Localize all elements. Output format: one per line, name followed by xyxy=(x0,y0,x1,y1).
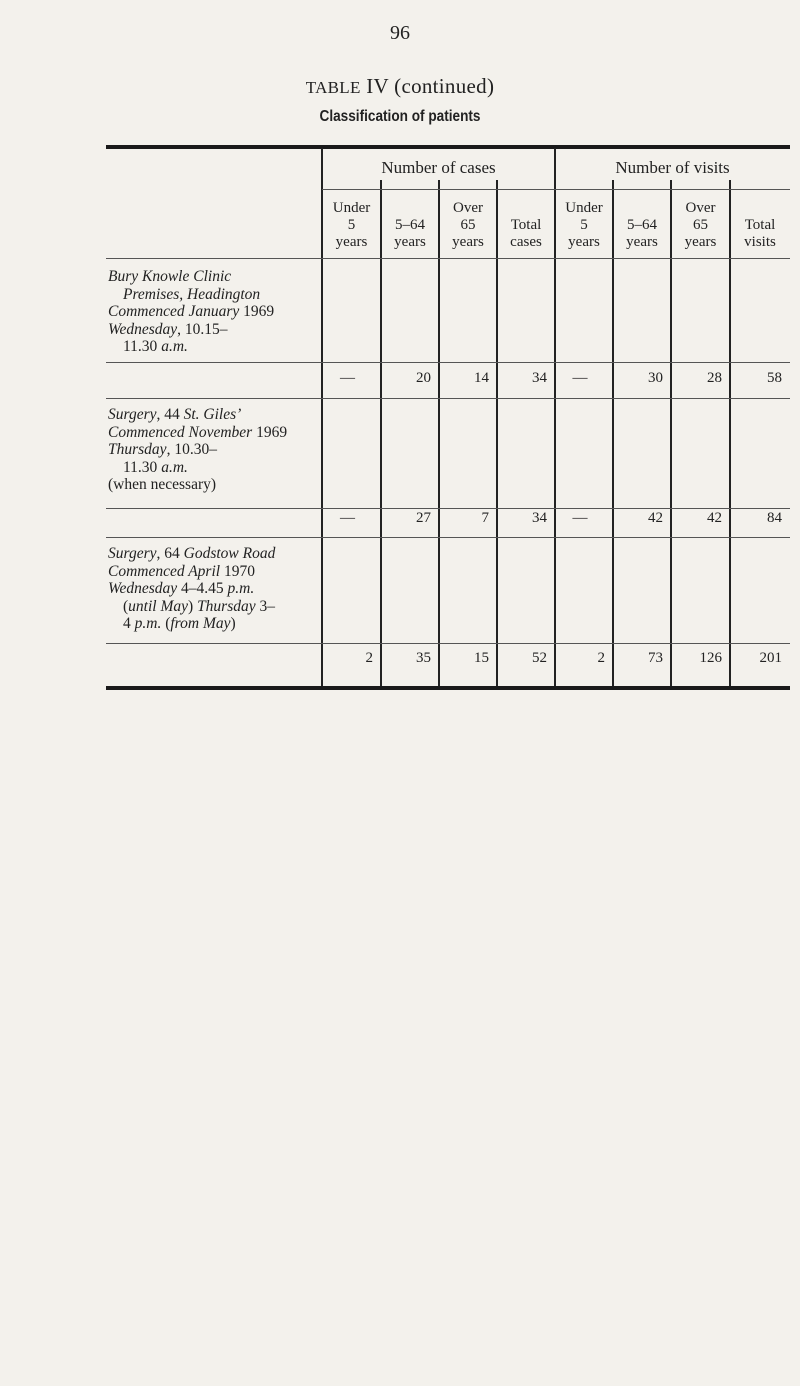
column-header-line: years xyxy=(335,234,368,250)
column-header-line: Over xyxy=(453,200,483,216)
label-segment: a.m. xyxy=(161,338,188,355)
column-header-line: 65 xyxy=(693,217,708,233)
label-segment: a.m. xyxy=(161,458,188,476)
column-divider xyxy=(729,180,731,686)
label-segment: Bury Knowle Clinic xyxy=(108,268,232,285)
label-segment: ( xyxy=(123,597,129,615)
row-label-line xyxy=(108,321,328,339)
cell-value: 42 xyxy=(648,510,663,526)
label-segment: 1970 xyxy=(220,562,255,580)
column-header-line: years xyxy=(394,234,426,250)
label-segment: Wednesday xyxy=(108,320,178,338)
table-title-rest: IV (continued) xyxy=(360,74,495,98)
header-rule xyxy=(322,189,790,190)
label-segment: Surgery xyxy=(108,406,157,423)
cell-value: — xyxy=(340,370,355,386)
column-header-line xyxy=(497,200,555,217)
cell-value: — xyxy=(340,510,355,526)
column-header-line xyxy=(613,200,671,217)
row-label-line xyxy=(108,476,328,494)
cell-value: — xyxy=(572,510,588,526)
cell-value: 58 xyxy=(767,370,782,386)
column-header-line: years xyxy=(626,234,658,250)
column-header-line: Over xyxy=(685,200,716,216)
column-header-line: years xyxy=(452,234,484,250)
label-segment: p.m. xyxy=(134,615,162,632)
group-header: Number of cases xyxy=(381,158,496,177)
cell-value: 7 xyxy=(481,510,489,526)
label-segment: Godstow Road xyxy=(183,545,276,562)
label-segment: (when necessary) xyxy=(108,476,217,493)
cell-value: 30 xyxy=(648,370,663,386)
column-header-line: years xyxy=(568,234,600,250)
row-label-line xyxy=(108,580,328,598)
label-segment: ) xyxy=(188,597,198,615)
row-label-line xyxy=(108,268,328,286)
column-header xyxy=(497,200,555,251)
cell-value: 27 xyxy=(416,510,431,526)
label-segment: from May xyxy=(170,615,231,632)
row-label-line xyxy=(108,615,328,633)
row-label-line xyxy=(108,303,328,321)
row-rule xyxy=(106,537,790,538)
column-header xyxy=(322,200,381,251)
label-segment: , 44 xyxy=(156,406,184,423)
column-header xyxy=(439,200,497,251)
row-label-line xyxy=(108,459,328,477)
cell-value: 73 xyxy=(648,650,663,666)
column-header xyxy=(730,200,790,251)
column-header-line: visits xyxy=(744,234,776,250)
cell-value: 28 xyxy=(707,370,722,386)
label-segment: Commenced January xyxy=(108,303,240,320)
table-subtitle: Classification of patients xyxy=(319,108,481,125)
column-divider xyxy=(612,180,614,686)
row-label-line xyxy=(108,563,328,581)
column-header-line: Under xyxy=(565,200,603,216)
column-header-line: Total xyxy=(510,217,542,233)
row-label-line xyxy=(108,598,328,616)
label-segment: Surgery xyxy=(108,545,157,562)
column-header xyxy=(671,200,730,251)
label-segment: , 64 xyxy=(156,545,184,562)
label-segment: Commenced April xyxy=(108,562,221,580)
row-label-line xyxy=(108,424,328,442)
cell-value: 201 xyxy=(759,650,782,666)
label-segment: , 10.30– xyxy=(166,441,217,458)
label-segment: 4–4.45 xyxy=(177,580,228,597)
column-header-line: Total xyxy=(744,217,776,233)
row-label xyxy=(108,268,328,356)
row-label-line xyxy=(108,338,328,356)
row-rule xyxy=(106,508,790,509)
column-header xyxy=(555,200,613,251)
column-header-line: 65 xyxy=(460,217,476,233)
column-header-line: Under xyxy=(332,200,371,216)
column-header-line xyxy=(730,200,790,217)
cell-value: 84 xyxy=(767,510,782,526)
column-header-line: 5–64 xyxy=(395,217,425,233)
group-header: Number of visits xyxy=(615,158,730,177)
column-header-line: 5 xyxy=(347,217,356,233)
cell-value: 126 xyxy=(699,650,722,666)
column-header-line: cases xyxy=(510,234,542,250)
label-segment: p.m. xyxy=(227,580,255,597)
table-title-prefix: TABLE xyxy=(305,78,361,97)
column-divider xyxy=(670,180,672,686)
cell-value: 2 xyxy=(365,650,373,666)
cell-value: — xyxy=(572,370,588,386)
row-label-line xyxy=(108,406,328,424)
label-segment: ) xyxy=(230,615,236,632)
label-segment: 1969 xyxy=(252,423,288,441)
label-segment: Thursday xyxy=(108,441,167,458)
label-segment: 11.30 xyxy=(123,338,162,355)
row-rule xyxy=(106,398,790,399)
cell-value: 34 xyxy=(532,370,547,386)
column-header-line: 5 xyxy=(580,217,588,233)
row-label-line xyxy=(108,545,328,563)
label-segment: 4 xyxy=(123,615,135,632)
label-segment: Wednesday xyxy=(108,580,178,597)
table-title xyxy=(0,74,800,99)
column-header-line: years xyxy=(684,234,717,250)
cell-value: 52 xyxy=(532,650,547,666)
cell-value: 34 xyxy=(532,510,547,526)
row-rule xyxy=(106,643,790,644)
label-segment: 1969 xyxy=(239,303,275,320)
row-label xyxy=(108,545,328,633)
label-segment: , 10.15– xyxy=(177,320,228,338)
cell-value: 35 xyxy=(416,650,431,666)
row-rule xyxy=(106,362,790,363)
column-header-line: 5–64 xyxy=(627,217,657,233)
row-label-line xyxy=(108,441,328,459)
row-label-line xyxy=(108,286,328,304)
cell-value: 14 xyxy=(474,370,489,386)
page-number: 96 xyxy=(390,22,410,44)
label-segment: 11.30 xyxy=(123,458,162,476)
label-segment: Thursday xyxy=(197,597,256,615)
column-divider xyxy=(380,180,382,686)
label-segment: ( xyxy=(161,615,171,632)
column-header-line xyxy=(381,200,439,217)
row-label xyxy=(108,406,328,494)
label-segment: Premises, Headington xyxy=(123,285,261,303)
label-segment: Commenced November xyxy=(108,423,253,441)
top-rule xyxy=(106,145,790,149)
cell-value: 15 xyxy=(474,650,489,666)
column-divider xyxy=(438,180,440,686)
header-bottom-rule xyxy=(106,258,790,259)
label-segment: 3– xyxy=(255,597,276,615)
label-segment: St. Giles’ xyxy=(183,406,242,423)
column-header xyxy=(381,200,439,251)
cell-value: 42 xyxy=(707,510,722,526)
label-segment: until May xyxy=(128,597,189,615)
column-header xyxy=(613,200,671,251)
bottom-rule xyxy=(106,686,790,690)
cell-value: 2 xyxy=(597,650,605,666)
column-divider xyxy=(496,180,498,686)
cell-value: 20 xyxy=(416,370,431,386)
